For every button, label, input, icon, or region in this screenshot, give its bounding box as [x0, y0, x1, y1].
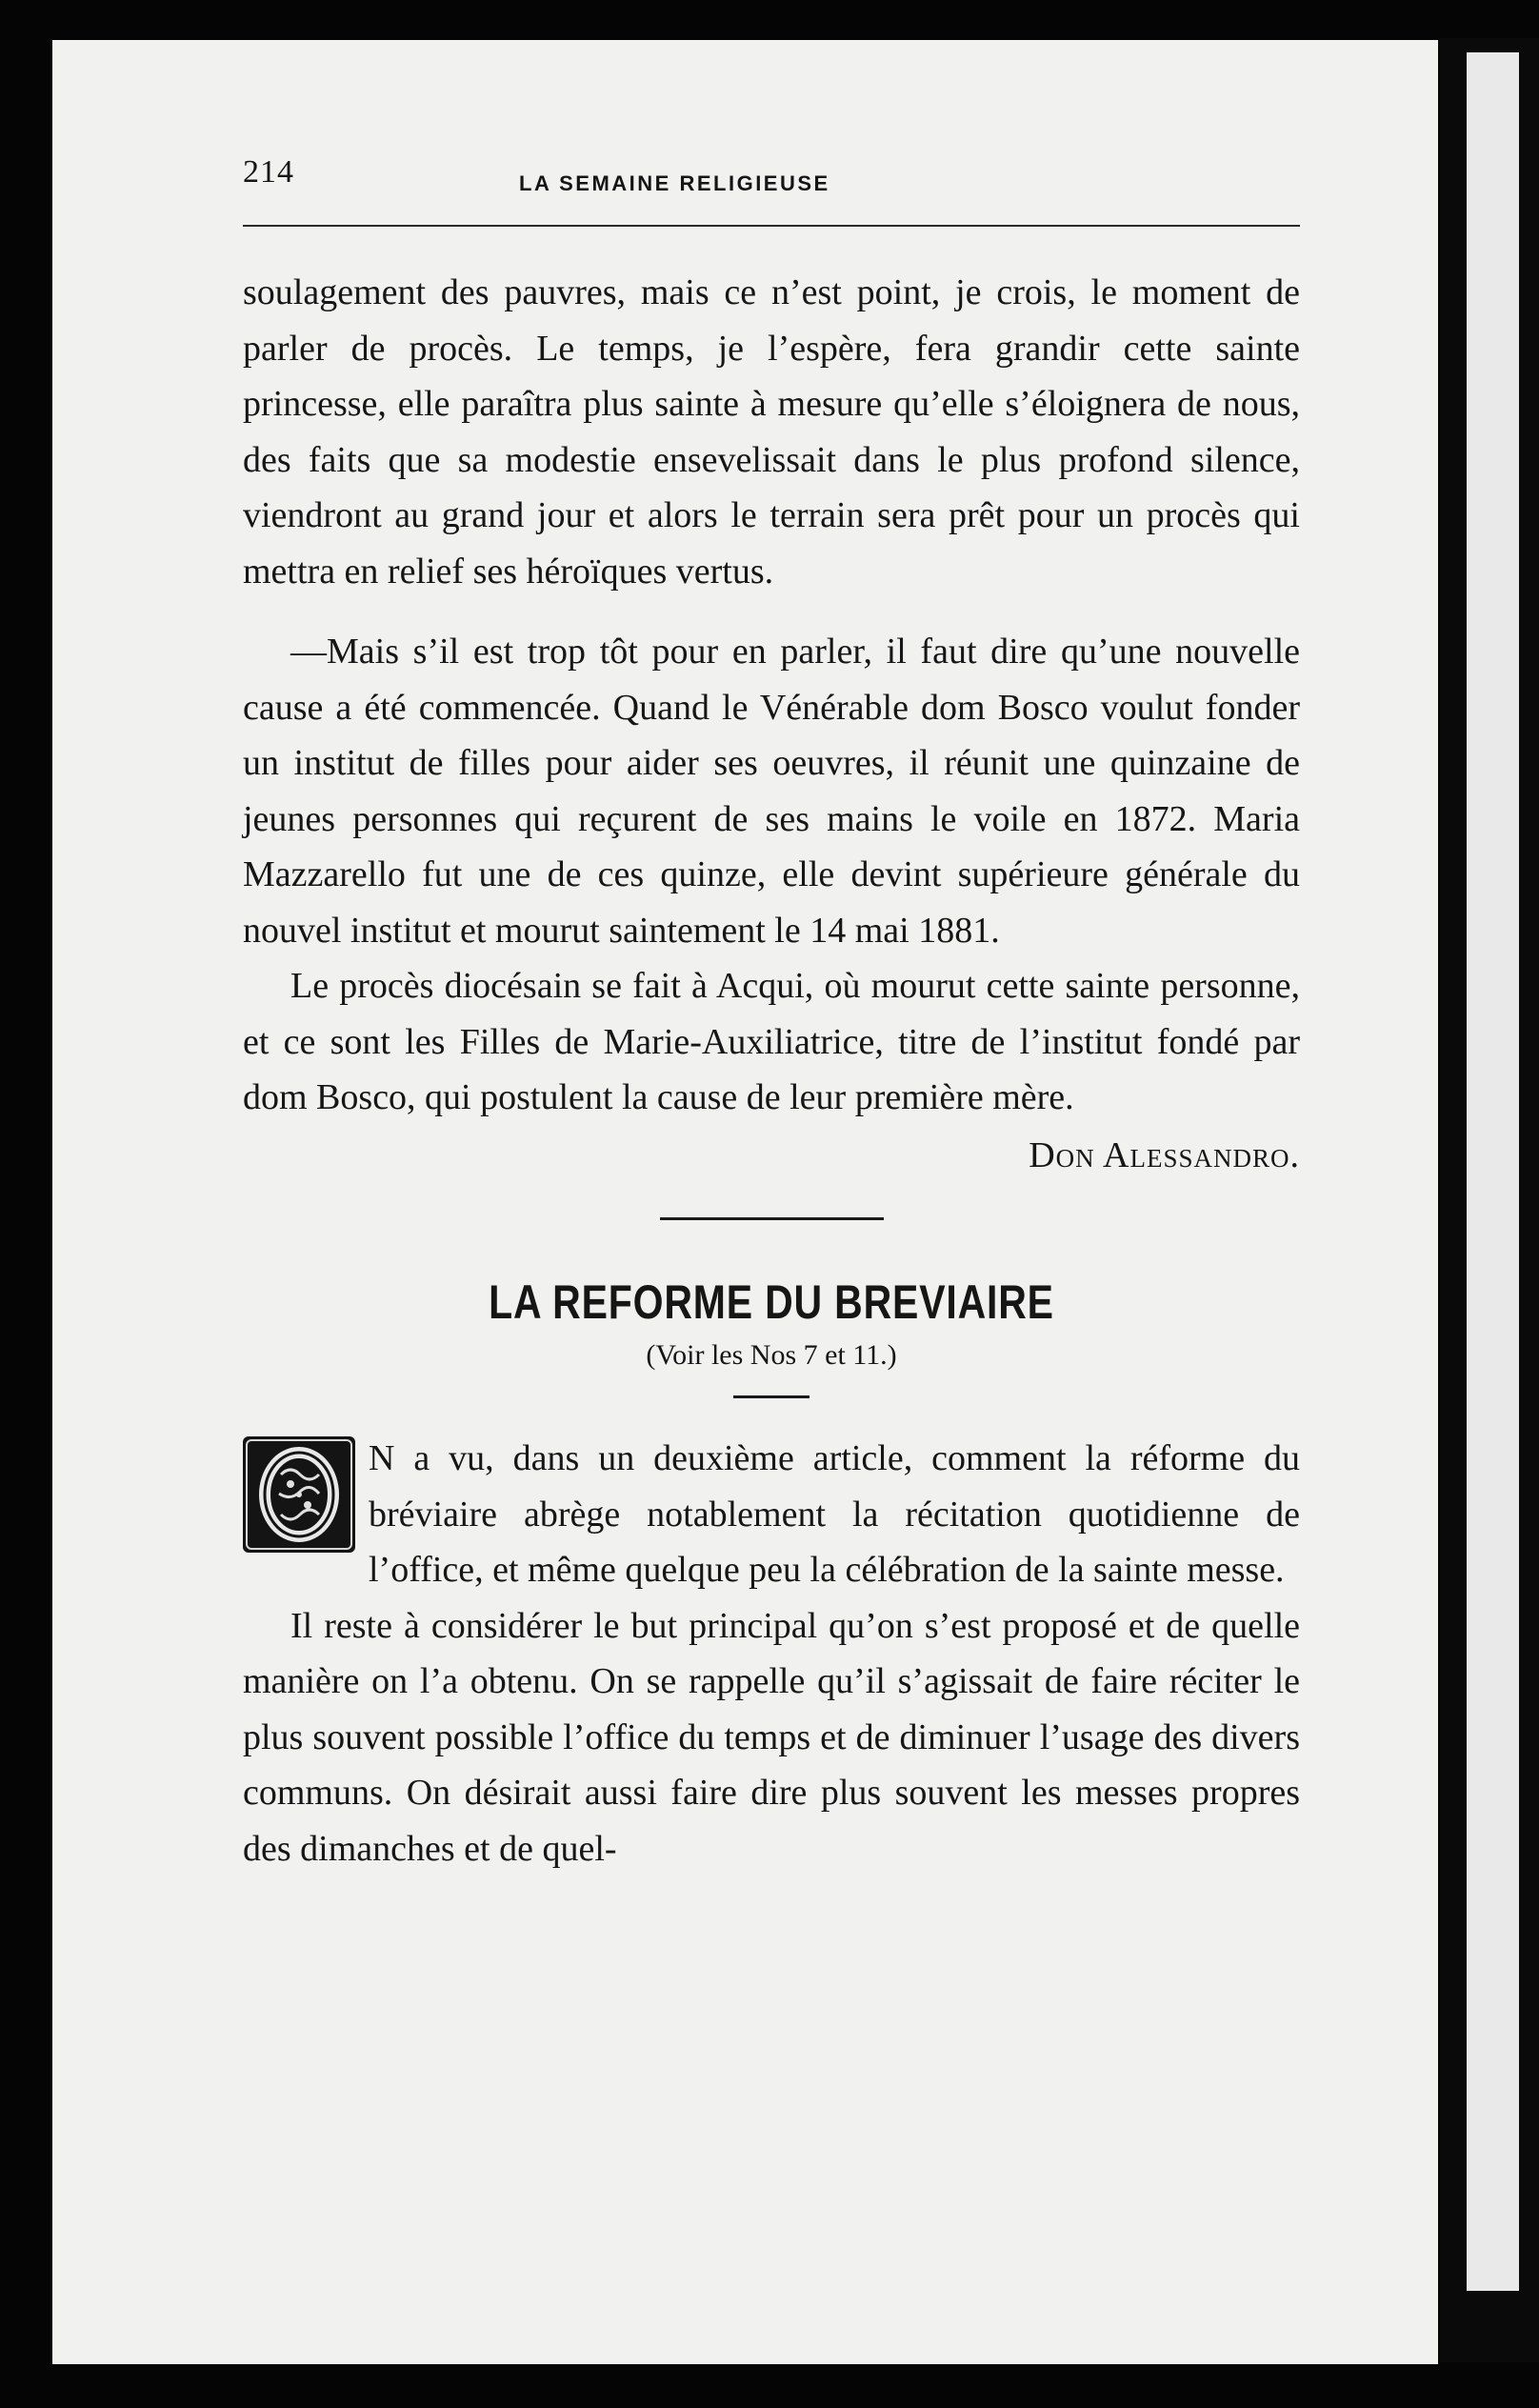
author-signature: Don Alessandro. [1029, 1134, 1300, 1175]
running-title: LA SEMAINE RELIGIEUSE [519, 171, 830, 195]
section-separator [660, 1217, 884, 1220]
paragraph-intro [243, 1431, 1300, 1598]
running-head [243, 154, 1386, 231]
header-rule [243, 225, 1300, 227]
paragraph-continued: soulagement des pauvres, mais ce n’est point, je crois, le moment de parler de procès. Le temps, je l’espère, fera grandir cette sainte princesse, elle paraîtra plus sainte à mesure qu’elle s’éloignera de nous, des faits que sa modestie ensevelissait dans le plus profond silence, viendront au grand jour et alors le terrain sera prêt pour un procès qui mettra en relief ses héroïques vertus. [243, 272, 1300, 592]
body-text [243, 265, 1300, 1876]
title-rule [733, 1395, 809, 1398]
initial-letter [243, 1436, 355, 1553]
intro-text: N a vu, dans un deuxième article, comment la réforme du bréviaire abrège notablement la récitation quotidienne de l’office, et même quelque peu la célébration de la sainte messe. [369, 1438, 1300, 1590]
paragraph-new-cause: —Mais s’il est trop tôt pour en parler, il faut dire qu’une nouvelle cause a été commencée. Quand le Vénérable dom Bosco voulut fonder un institut de filles pour aider ses oeuvres, il réunit une quinzaine de jeunes personnes qui reçurent de ses mains le voile en 1872. Maria Mazzarello fut une de ces quinze, elle devint supérieure générale du nouvel institut et mourut saintement le 14 mai 1881. [243, 632, 1300, 951]
page-number: 214 [243, 154, 294, 190]
paragraph-diocesan-process: Le procès diocésain se fait à Acqui, où mourut cette sainte personne, et ce sont les Filles de Marie-Auxiliatrice, titre de l’institut fondé par dom Bosco, qui postulent la cause de leur première mère. [243, 966, 1300, 1117]
article-subtitle: (Voir les Nos 7 et 11.) [646, 1339, 897, 1371]
article-title: LA REFORME DU BREVIAIRE [489, 1275, 1054, 1329]
adjacent-page-edge [1467, 52, 1519, 2291]
paragraph-main-aim: Il reste à considérer le but principal qu’on s’est proposé et de quelle manière on l’a obtenu. On se rappelle qu’il s’agissait de faire réciter le plus souvent possible l’office du temps et de diminuer l’usage des divers communs. On désirait aussi faire dire plus souvent les messes propres des dimanches et de quel- [243, 1605, 1300, 1869]
ornamental-initial [243, 1436, 355, 1553]
book-page [52, 40, 1438, 2364]
